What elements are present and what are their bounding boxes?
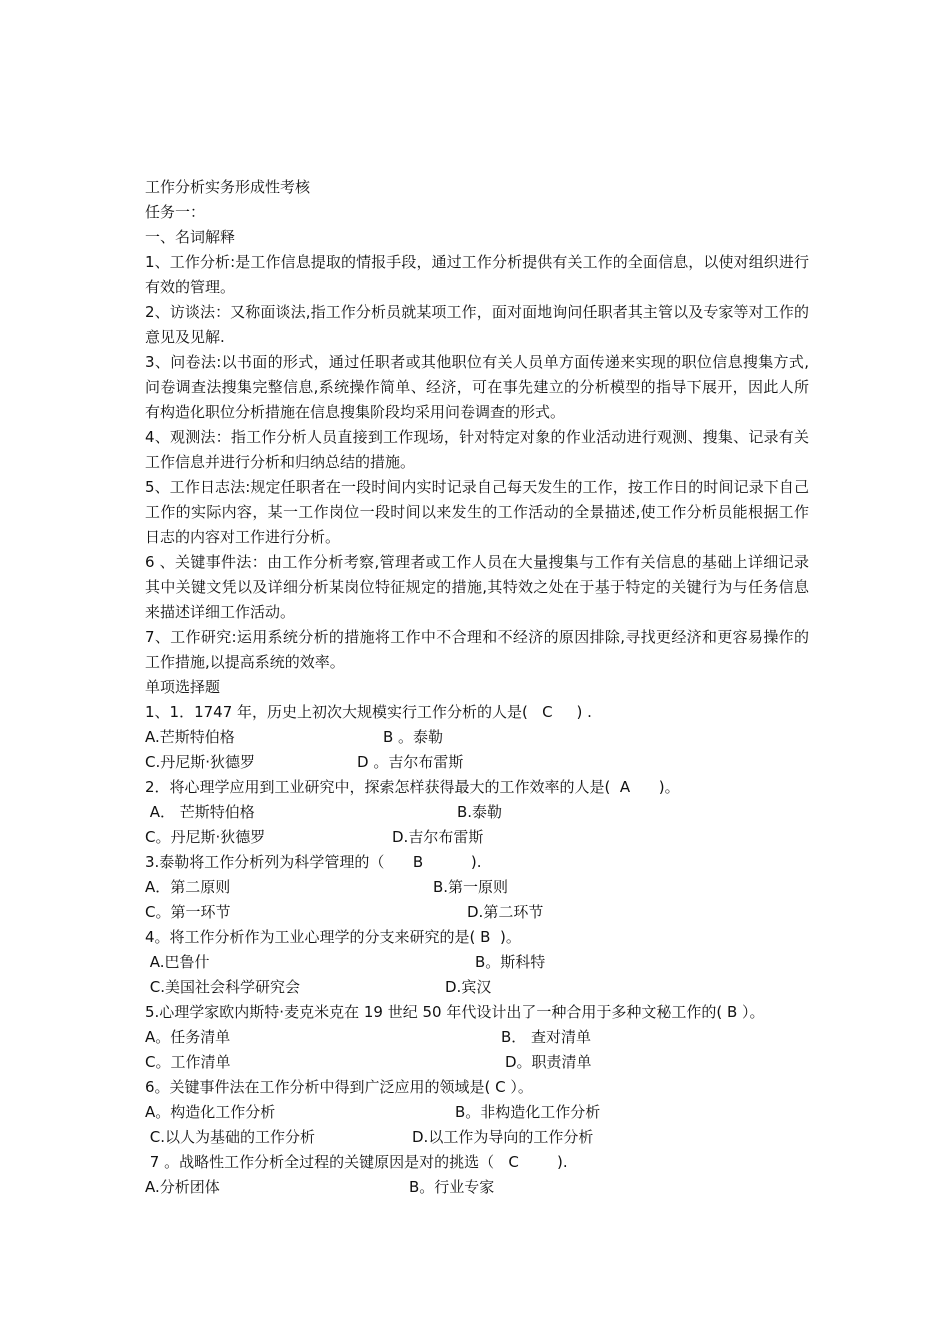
option-d: D.吉尔布雷斯 — [392, 828, 484, 846]
section-heading-definitions: 一、名词解释 — [145, 228, 236, 246]
definition-item: 2、访谈法：又称面谈法,指工作分析员就某项工作，面对面地询问任职者其主管以及专家等对工作的意见及见解. — [145, 303, 809, 346]
option-a: A.分析团体 — [145, 1178, 220, 1196]
option-row — [145, 1050, 809, 1075]
option-b: B.泰勒 — [457, 803, 503, 821]
option-c: C.丹尼斯·狄德罗 — [145, 753, 256, 771]
option-a: A． 芒斯特伯格 — [145, 803, 255, 821]
question-stem: 5.心理学家欧内斯特·麦克米克在 19 世纪 50 年代设计出了一种合用于多种文秘工作的( B ）。 — [145, 1003, 765, 1021]
option-row — [145, 900, 809, 925]
definition-item: 7、工作研究:运用系统分析的措施将工作中不合理和不经济的原因排除,寻找更经济和更容易操作的工作措施,以提高系统的效率。 — [145, 628, 809, 671]
task-heading: 任务一： — [145, 203, 206, 221]
option-b: B.第一原则 — [433, 878, 509, 896]
option-row — [145, 750, 809, 775]
question-stem: 6。关键事件法在工作分析中得到广泛应用的领域是( C ）。 — [145, 1078, 533, 1096]
option-a: A。构造化工作分析 — [145, 1103, 276, 1121]
question-stem: 7 。战略性工作分析全过程的关键原因是对的挑选（ C ). — [145, 1153, 568, 1171]
option-b: B。非构造化工作分析 — [455, 1103, 601, 1121]
question-stem: 2．将心理学应用到工业研究中，探索怎样获得最大的工作效率的人是( A )。 — [145, 778, 680, 796]
option-row — [145, 800, 809, 825]
option-row — [145, 825, 809, 850]
option-a: A.巴鲁什 — [145, 953, 210, 971]
option-row — [145, 950, 809, 975]
question-stem: 3.泰勒将工作分析列为科学管理的（ B ). — [145, 853, 482, 871]
definition-item: 4、观测法：指工作分析人员直接到工作现场，针对特定对象的作业活动进行观测、搜集、记录有关工作信息并进行分析和归纳总结的措施。 — [145, 428, 809, 471]
option-c: C。第一环节 — [145, 903, 231, 921]
document-page — [145, 175, 809, 1200]
question-stem: 4。将工作分析作为工业心理学的分支来研究的是( B )。 — [145, 928, 521, 946]
option-b: B。斯科特 — [475, 953, 546, 971]
option-c: C.美国社会科学研究会 — [145, 978, 301, 996]
option-row — [145, 1025, 809, 1050]
option-b: B 。泰勒 — [383, 728, 444, 746]
option-row — [145, 875, 809, 900]
option-a: A。任务清单 — [145, 1028, 231, 1046]
option-a: A.芒斯特伯格 — [145, 728, 235, 746]
option-d: D.宾汉 — [445, 978, 492, 996]
definition-item: 5、工作日志法:规定任职者在一段时间内实时记录自己每天发生的工作，按工作日的时间记录下自己工作的实际内容，某一工作岗位一段时间以来发生的工作活动的全景描述,使工作分析员能根据工作日志的内容对工作进行分析。 — [145, 478, 809, 546]
document-title: 工作分析实务形成性考核 — [145, 178, 311, 196]
option-d: D 。吉尔布雷斯 — [357, 753, 464, 771]
option-row — [145, 725, 809, 750]
option-c: C。工作清单 — [145, 1053, 231, 1071]
option-d: D.第二环节 — [467, 903, 544, 921]
option-row — [145, 975, 809, 1000]
option-a: A．第二原则 — [145, 878, 231, 896]
option-b: B。行业专家 — [409, 1178, 495, 1196]
definition-item: 3、问卷法:以书面的形式，通过任职者或其他职位有关人员单方面传递来实现的职位信息搜集方式,问卷调查法搜集完整信息,系统操作简单、经济，可在事先建立的分析模型的指导下展开，因此人所有构造化职位分析措施在信息搜集阶段均采用问卷调查的形式。 — [145, 353, 809, 421]
question-stem: 1、1．1747 年，历史上初次大规模实行工作分析的人是( C ) . — [145, 703, 592, 721]
option-row — [145, 1175, 809, 1200]
option-c: C.以人为基础的工作分析 — [145, 1128, 316, 1146]
option-row — [145, 1100, 809, 1125]
option-b: B． 查对清单 — [501, 1028, 592, 1046]
option-d: D。职责清单 — [505, 1053, 592, 1071]
definition-item: 6 、关键事件法：由工作分析考察,管理者或工作人员在大量搜集与工作有关信息的基础上详细记录其中关键文凭以及详细分析某岗位特征规定的措施,其特效之处在于基于特定的关键行为与任务信息来描述详细工作活动。 — [145, 553, 809, 621]
option-d: D.以工作为导向的工作分析 — [412, 1128, 594, 1146]
definition-item: 1、工作分析:是工作信息提取的情报手段，通过工作分析提供有关工作的全面信息，以使对组织进行有效的管理。 — [145, 253, 809, 296]
option-c: C。丹尼斯·狄德罗 — [145, 828, 266, 846]
section-heading-choice: 单项选择题 — [145, 678, 221, 696]
option-row — [145, 1125, 809, 1150]
